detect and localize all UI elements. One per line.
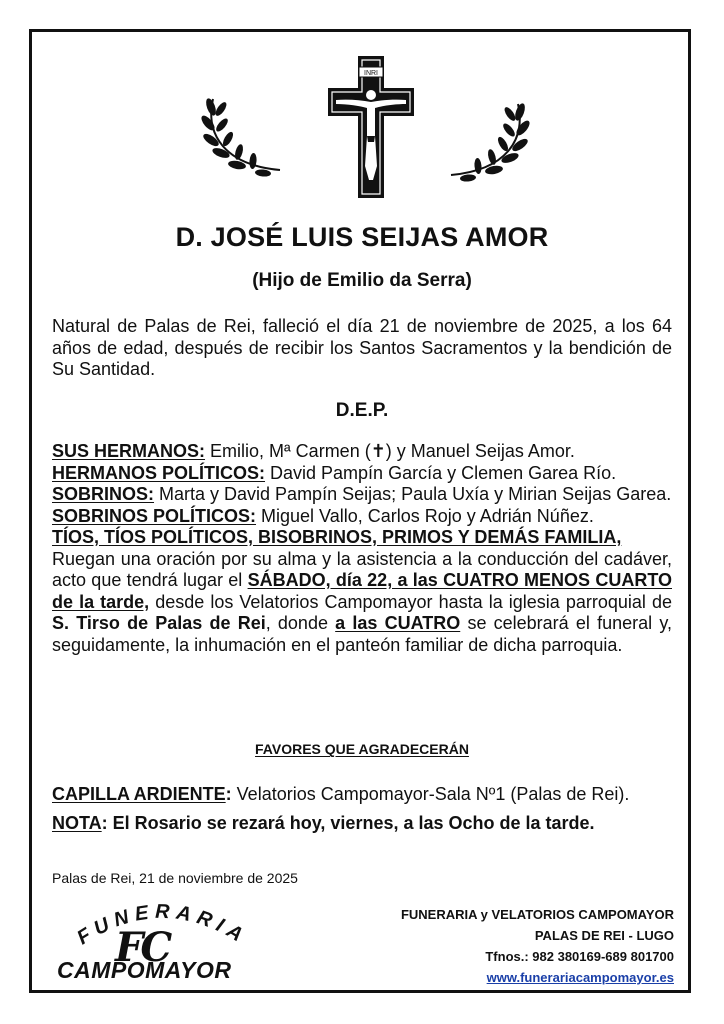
favores-label: FAVORES QUE AGRADECERÁN	[255, 741, 469, 757]
relatives-row	[52, 506, 672, 528]
funeral-request	[52, 549, 672, 657]
deceased-subtitle: (Hijo de Emilio da Serra)	[252, 270, 472, 291]
request-text: desde los Velatorios Campomayor hasta la iglesia parroquial de	[149, 591, 672, 612]
relatives-label: SOBRINOS POLÍTICOS:	[52, 505, 257, 526]
company-website-link[interactable]: www.funerariacampomayor.es	[486, 970, 674, 985]
relatives-row	[52, 527, 672, 549]
funeral-datetime: SÁBADO, día 22, a las CUATRO MENOS CUARTO de la tarde,	[52, 570, 672, 612]
company-info	[401, 904, 674, 988]
relatives-row	[52, 463, 672, 485]
logo-arc-text: FUNERARIA	[73, 900, 252, 950]
relatives-label: TÍOS, TÍOS POLÍTICOS, BISOBRINOS, PRIMOS Y DEMÁS FAMILIA,	[52, 527, 622, 547]
relatives-text: David Pampín García y Clemen Garea Río.	[265, 462, 617, 483]
laurel-left-icon	[195, 95, 285, 185]
relatives-label: SUS HERMANOS:	[52, 441, 206, 461]
relatives-row	[52, 484, 672, 506]
dep-label: D.E.P.	[335, 400, 389, 421]
logo-name: CAMPOMAYOR	[57, 957, 232, 983]
capilla-text: Velatorios Campomayor-Sala Nº1 (Palas de Rei).	[231, 784, 630, 804]
crucifix-icon	[328, 56, 414, 198]
capilla-colon: :	[225, 784, 232, 804]
relatives-label: SOBRINOS:	[52, 484, 155, 504]
capilla-line	[52, 784, 672, 806]
request-text: se celebrará el funeral y, seguidamente, la inhumación en el panteón familiar de dicha parroquia.	[52, 613, 672, 655]
relatives-text: Marta y David Pampín Seijas; Paula Uxía y Mirian Seijas Garea.	[154, 484, 672, 504]
relatives-label: HERMANOS POLÍTICOS:	[52, 462, 266, 483]
logo-monogram: FC	[115, 924, 170, 971]
request-text: , donde	[265, 613, 336, 633]
relatives-text: Miguel Vallo, Carlos Rojo y Adrián Núñez.	[256, 505, 594, 526]
nota-line	[52, 813, 672, 835]
inri-plaque: INRI	[364, 70, 378, 77]
company-name: FUNERARIA y VELATORIOS CAMPOMAYOR	[400, 907, 674, 922]
request-text: Ruegan una oración por su alma y la asistencia a la conducción del cadáver, acto que tendrá lugar el	[52, 548, 672, 590]
church-name: S. Tirso de Palas de Rei	[52, 613, 266, 633]
relatives-text: Emilio, Mª Carmen (✝) y Manuel Seijas Amor.	[205, 441, 575, 461]
relatives-list	[52, 441, 672, 656]
laurel-right-icon	[446, 100, 536, 190]
place-date: Palas de Rei, 21 de noviembre de 2025	[52, 870, 298, 886]
company-location: PALAS DE REI - LUGO	[534, 928, 674, 943]
nota-label: NOTA	[52, 813, 102, 833]
company-phones: Tfnos.: 982 380169-689 801700	[485, 949, 674, 964]
deceased-name: D. JOSÉ LUIS SEIJAS AMOR	[175, 222, 549, 252]
intro-paragraph: Natural de Palas de Rei, falleció el día 21 de noviembre de 2025, a los 64 años de edad, después de recibir los Santos Sacramentos y la bendición de Su Santidad.	[52, 316, 672, 379]
funeral-hour: a las CUATRO	[335, 613, 461, 633]
relatives-row	[52, 441, 672, 463]
capilla-label: CAPILLA ARDIENTE	[52, 784, 226, 804]
nota-text: : El Rosario se rezará hoy, viernes, a las Ocho de la tarde.	[101, 813, 595, 833]
